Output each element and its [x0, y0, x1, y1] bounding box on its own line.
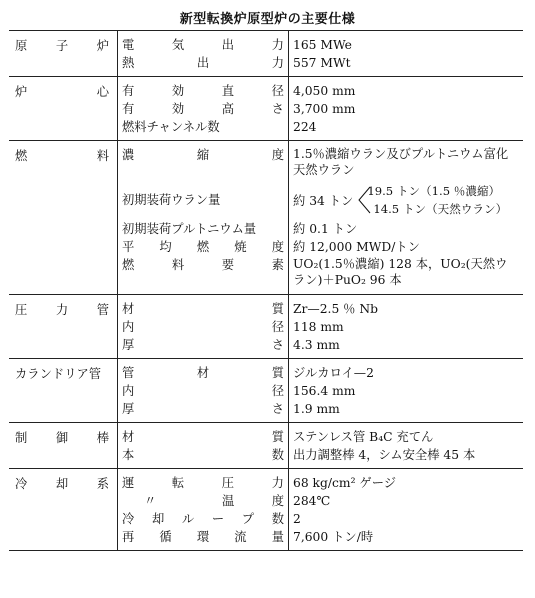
spec-item-label	[122, 510, 284, 528]
category-cell	[9, 141, 118, 295]
item-char: 数	[271, 512, 284, 526]
item-char: 材	[122, 430, 135, 444]
item-char: 度	[271, 494, 284, 508]
items-cell	[118, 423, 289, 469]
item-char: 気	[171, 38, 185, 52]
items-cell	[118, 77, 289, 141]
category-char: 心	[96, 85, 109, 99]
items-cell	[118, 469, 289, 551]
spec-value: 1.9 mm	[293, 402, 340, 416]
category-label	[13, 82, 113, 100]
item-char: 質	[271, 366, 284, 380]
item-char: プ	[241, 512, 255, 526]
item-char: 運	[122, 476, 135, 490]
ditto-mark: 〃	[144, 494, 157, 508]
category-char: 管	[96, 303, 109, 317]
spec-item-label	[122, 100, 284, 118]
item-char: 素	[271, 258, 284, 272]
item-char: 電	[122, 38, 135, 52]
category-cell	[9, 359, 118, 423]
item-char: さ	[271, 402, 284, 416]
spec-item-label	[122, 400, 284, 418]
table-title: 新型転換炉原型炉の主要仕様	[179, 12, 356, 27]
spec-value: 118 mm	[293, 320, 344, 334]
item-char: 力	[271, 38, 284, 52]
category-cell	[9, 295, 118, 359]
category-label	[13, 36, 113, 54]
item-char: 濃	[122, 148, 135, 162]
table-row	[9, 423, 523, 469]
spec-value: UO₂(1.5％濃縮) 128 本，UO₂(天然ウラン)＋PuO₂ 96 本	[293, 257, 508, 287]
spec-value: 出力調整棒 4，シム安全棒 45 本	[293, 448, 476, 462]
spec-item-label	[122, 474, 284, 492]
values-cell	[289, 77, 524, 141]
spec-value-branch	[293, 180, 519, 220]
item-char: 内	[122, 320, 135, 334]
category-char: 炉	[96, 39, 109, 53]
spec-value: 284℃	[293, 494, 331, 508]
item-char: 質	[271, 430, 284, 444]
spec-value: ジルカロイ—2	[293, 366, 374, 380]
branch-option: 19.5 トン（1.5 ％濃縮）	[367, 184, 501, 198]
item-char: 燃	[196, 240, 210, 254]
spec-item-label	[122, 428, 284, 446]
item-char: 循	[159, 530, 172, 544]
category-cell	[9, 469, 118, 551]
spec-value: 2	[293, 512, 301, 526]
category-char: 料	[96, 149, 109, 163]
category-char: 御	[55, 431, 69, 445]
items-cell	[118, 31, 289, 77]
items-cell	[118, 359, 289, 423]
items-cell	[118, 141, 289, 295]
spec-item-label	[122, 446, 284, 464]
spec-table	[9, 30, 523, 551]
item-char: 効	[171, 102, 185, 116]
item-char: 径	[271, 320, 284, 334]
values-cell	[289, 141, 524, 295]
category-char: 力	[55, 303, 69, 317]
spec-value: 156.4 mm	[293, 384, 356, 398]
item-char: 有	[122, 84, 135, 98]
spec-item-label: 燃料チャンネル数	[122, 120, 220, 134]
category-char: 冷	[15, 477, 28, 491]
item-char: 材	[196, 366, 210, 380]
item-char: 環	[196, 530, 210, 544]
item-char: 出	[221, 38, 235, 52]
spec-value: 557 MWt	[293, 56, 351, 70]
spec-item-label	[122, 146, 284, 180]
item-char: 厚	[122, 338, 135, 352]
item-char: 質	[271, 302, 284, 316]
category-cell	[9, 31, 118, 77]
spec-value: 68 kg/cm² ゲージ	[293, 476, 397, 490]
spec-item-label	[122, 36, 284, 54]
category-char: 棒	[96, 431, 109, 445]
item-char: 本	[122, 448, 135, 462]
item-char: 均	[159, 240, 172, 254]
item-char: 有	[122, 102, 135, 116]
table-row	[9, 469, 523, 551]
spec-value: 4,050 mm	[293, 84, 356, 98]
spec-item-label	[122, 318, 284, 336]
item-rest	[222, 492, 284, 510]
category-label: カランドリア管	[15, 367, 102, 381]
category-char: 系	[96, 477, 109, 491]
item-char: 焼	[234, 240, 247, 254]
item-char: 径	[271, 384, 284, 398]
category-char: 圧	[15, 303, 28, 317]
category-label	[13, 474, 113, 492]
values-cell	[289, 423, 524, 469]
category-char: 原	[15, 39, 28, 53]
item-char: ル	[181, 512, 195, 526]
spec-item-label	[122, 364, 284, 382]
item-char: 効	[171, 84, 185, 98]
branch-options	[367, 182, 508, 218]
spec-item-label	[122, 54, 284, 72]
spec-value: 約 12,000 MWD/トン	[293, 240, 420, 254]
spec-value: 約 0.1 トン	[293, 222, 358, 236]
item-char: 転	[171, 476, 185, 490]
spec-item-label	[122, 492, 284, 510]
category-char: 制	[15, 431, 28, 445]
item-char: 直	[221, 84, 235, 98]
item-char: 平	[122, 240, 135, 254]
spec-item-label	[122, 528, 284, 546]
spec-value: 4.3 mm	[293, 338, 340, 352]
spec-value: 224	[293, 120, 317, 134]
spec-item-label	[122, 300, 284, 318]
item-char: 熱	[122, 56, 135, 70]
item-char: 出	[196, 56, 210, 70]
values-cell	[289, 469, 524, 551]
spec-item-label	[122, 238, 284, 256]
spec-value: 1.5％濃縮ウラン及びプルトニウム富化天然ウラン	[293, 147, 509, 177]
category-label	[13, 300, 113, 318]
item-char: ー	[211, 512, 225, 526]
item-char: 燃	[122, 258, 135, 272]
category-label	[13, 146, 113, 164]
spec-item-label	[122, 256, 284, 290]
branch-option: 14.5 トン（天然ウラン）	[373, 202, 508, 216]
table-row	[9, 77, 523, 141]
item-char: 度	[271, 240, 284, 254]
item-char: 温	[222, 494, 235, 508]
table-row	[9, 295, 523, 359]
item-char: 冷	[122, 512, 135, 526]
category-char: 子	[55, 39, 69, 53]
item-char: 度	[271, 148, 284, 162]
item-char: 再	[122, 530, 135, 544]
spec-value: ステンレス管 B₄C 充てん	[293, 430, 434, 444]
item-char: 管	[122, 366, 135, 380]
item-char: 内	[122, 384, 135, 398]
item-char: 流	[234, 530, 247, 544]
category-char: 燃	[15, 149, 28, 163]
items-cell	[118, 295, 289, 359]
category-cell	[9, 423, 118, 469]
spec-item-label	[122, 382, 284, 400]
item-char: さ	[271, 102, 284, 116]
spec-item-label: 初期装荷プルトニウム量	[122, 222, 257, 236]
item-char: 数	[271, 448, 284, 462]
table-row	[9, 359, 523, 423]
category-cell	[9, 77, 118, 141]
item-char: 料	[171, 258, 185, 272]
values-cell	[289, 295, 524, 359]
table-row	[9, 141, 523, 295]
item-char: 厚	[122, 402, 135, 416]
item-char: さ	[271, 338, 284, 352]
item-char: 縮	[196, 148, 210, 162]
spec-value: 7,600 トン/時	[293, 530, 374, 544]
item-char: 材	[122, 302, 135, 316]
item-char: 径	[271, 84, 284, 98]
spec-item-label: 初期装荷ウラン量	[122, 193, 221, 207]
item-char: 却	[151, 512, 165, 526]
item-char: 圧	[221, 476, 235, 490]
table-row	[9, 31, 523, 77]
category-label	[13, 428, 113, 446]
item-char: 力	[271, 56, 284, 70]
item-char: 量	[271, 530, 284, 544]
values-cell	[289, 31, 524, 77]
category-char: 炉	[15, 85, 28, 99]
spec-value: 3,700 mm	[293, 102, 356, 116]
category-char: 却	[55, 477, 69, 491]
spec-item-label	[122, 82, 284, 100]
values-cell	[289, 359, 524, 423]
spec-item-label	[122, 336, 284, 354]
item-char: 高	[221, 102, 235, 116]
item-char: 要	[221, 258, 235, 272]
branch-total: 約 34 トン	[293, 194, 354, 208]
spec-value: Zr—2.5 ％ Nb	[293, 302, 379, 316]
spec-value: 165 MWe	[293, 38, 352, 52]
item-char: 力	[271, 476, 284, 490]
